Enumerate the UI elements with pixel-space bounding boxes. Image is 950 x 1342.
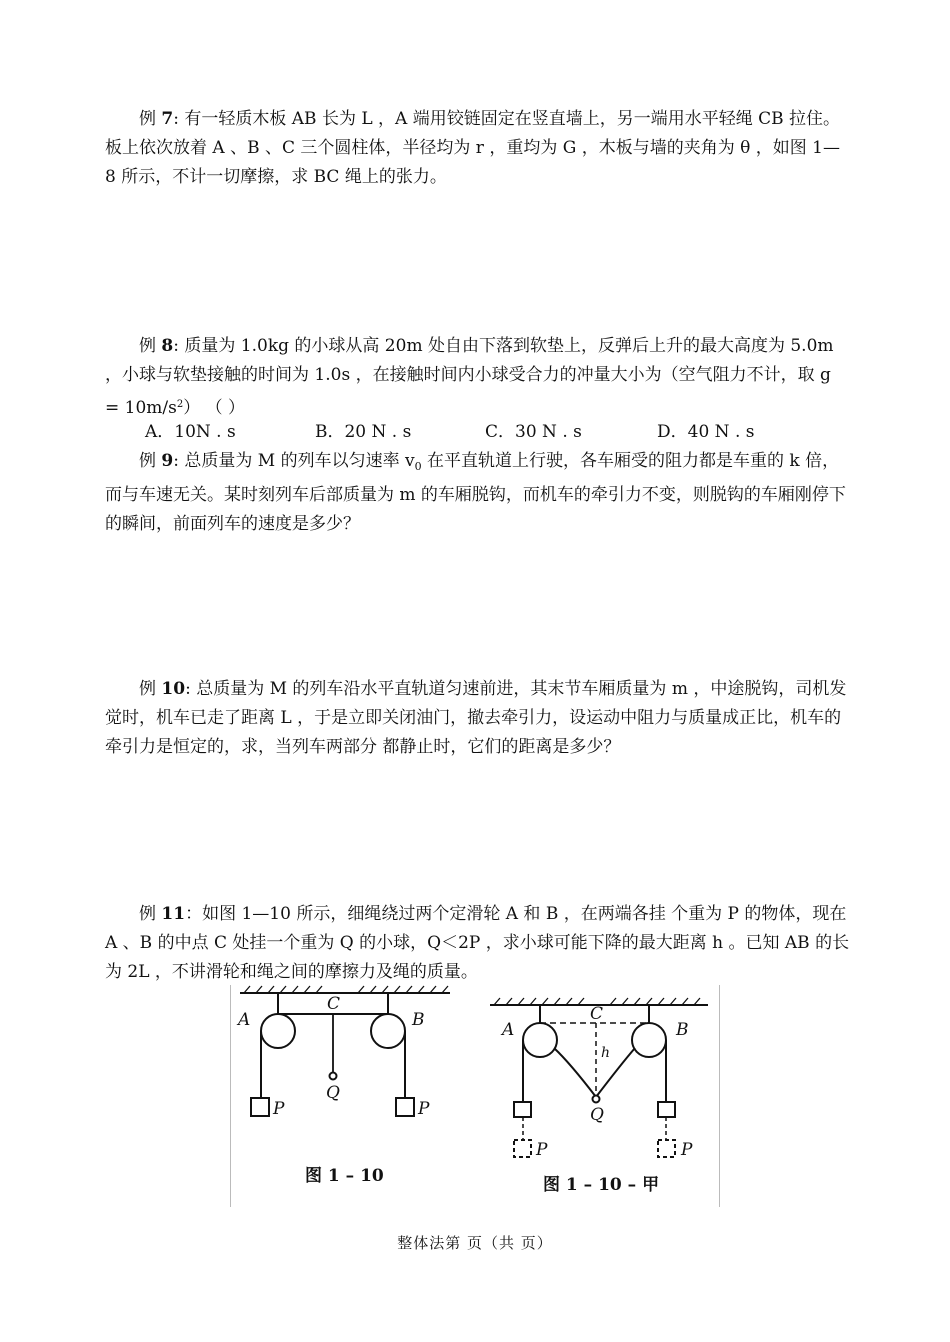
label-b: B bbox=[412, 1010, 425, 1030]
example-number: 11 bbox=[161, 904, 186, 924]
subscript: 0 bbox=[414, 460, 422, 473]
answer-blank: ） （ ） bbox=[183, 398, 246, 418]
superscript: 2 bbox=[176, 399, 184, 410]
weight-p-right-final bbox=[658, 1140, 675, 1157]
left-diagram bbox=[240, 986, 450, 1116]
example-label: 例 bbox=[139, 336, 162, 356]
label-c: C bbox=[590, 1004, 604, 1024]
example-11-text: ：如图 1—10 所示，细绳绕过两个定滑轮 A 和 B ，在两端各挂 个重为 P 的物体，现在 A 、B 的中点 C 处挂一个重为 Q 的小球，Q＜2P ，求小球可能下降的最大距离 h 。已知 AB 的长为 2L ，不讲滑轮和绳之间的摩擦力及绳的质量。 bbox=[105, 904, 850, 982]
example-number: 9 bbox=[161, 451, 174, 471]
example-10-text: : 总质量为 M 的列车沿水平直轨道匀速前进，其末节车厢质量为 m ，中途脱钩，司机发觉时，机车已走了距离 L ，于是立即关闭油门，撤去牵引力，设运动中阻力与质量成正比，机车的牵引力是恒定的，求，当列车两部分 都静止时，它们的距离是多少？ bbox=[105, 679, 847, 757]
weight-p-left-initial bbox=[514, 1102, 531, 1117]
example-number: 10 bbox=[161, 679, 186, 699]
pulley-diagram bbox=[230, 985, 720, 1207]
label-p-left: P bbox=[273, 1099, 285, 1119]
label-p-left: P bbox=[536, 1140, 548, 1160]
option-a: A．10N . s bbox=[145, 422, 236, 442]
label-b: B bbox=[676, 1020, 689, 1040]
example-number: 8 bbox=[161, 336, 174, 356]
example-label: 例 bbox=[139, 109, 162, 129]
label-h: h bbox=[601, 1045, 611, 1061]
right-caption: 图 1 – 10 – 甲 bbox=[543, 1175, 660, 1195]
ball-q bbox=[330, 1073, 337, 1080]
pulley-figure bbox=[230, 985, 720, 1207]
example-label: 例 bbox=[139, 904, 162, 924]
option-c: C．30 N . s bbox=[485, 422, 582, 442]
label-q: Q bbox=[590, 1105, 604, 1125]
rope-v bbox=[554, 1048, 635, 1097]
label-q: Q bbox=[326, 1083, 340, 1103]
label-p-right: P bbox=[681, 1140, 693, 1160]
example-9-text-cont: 在平直轨道上行驶，各车厢受的阻力都是车重的 k 倍，而与车速无关。某时刻列车后部质量为 m 的车厢脱钩，而机车的牵引力不变，则脱钩的车厢刚停下的瞬间，前面列车的速度是多少？ bbox=[105, 451, 846, 534]
option-b: B．20 N . s bbox=[315, 422, 412, 442]
example-number: 7 bbox=[161, 109, 174, 129]
pulley-a bbox=[261, 1014, 295, 1048]
example-8-text: : 质量为 1.0kg 的小球从高 20m 处自由下落到软垫上，反弹后上升的最大高度为 5.0m ，小球与软垫接触的时间为 1.0s ，在接触时间内小球受合力的冲量大小为（空气阻力不计，取 g = 10m/s bbox=[105, 336, 834, 418]
label-p-right: P bbox=[418, 1099, 430, 1119]
option-d: D．40 N . s bbox=[657, 422, 755, 442]
weight-p-left-final bbox=[514, 1140, 531, 1157]
page-footer: 整体法第 页（共 页） bbox=[397, 1234, 553, 1252]
ball-q bbox=[593, 1096, 600, 1103]
label-c: C bbox=[327, 994, 341, 1014]
example-7 bbox=[105, 105, 850, 192]
example-10 bbox=[105, 675, 850, 762]
ceiling-hatching bbox=[244, 986, 448, 993]
example-label: 例 bbox=[139, 451, 162, 471]
example-11 bbox=[105, 900, 850, 987]
pulley-b bbox=[371, 1014, 405, 1048]
pulley-b bbox=[632, 1023, 666, 1057]
example-9 bbox=[105, 447, 850, 539]
example-9-text: : 总质量为 M 的列车以匀速率 v bbox=[173, 451, 415, 471]
weight-p-right-initial bbox=[658, 1102, 675, 1117]
label-a: A bbox=[238, 1010, 251, 1030]
weight-p-left bbox=[251, 1098, 269, 1116]
example-8 bbox=[105, 332, 850, 423]
example-7-text: : 有一轻质木板 AB 长为 L ，A 端用铰链固定在竖直墙上，另一端用水平轻绳 CB 拉住。板上依次放着 A 、B 、C 三个圆柱体，半径均为 r ，重均为 G ，木板与墙的夹角为 θ ，如图 1—8 所示，不计一切摩擦，求 BC 绳上的张力。 bbox=[105, 109, 841, 187]
label-a: A bbox=[502, 1020, 515, 1040]
pulley-a bbox=[523, 1023, 557, 1057]
left-caption: 图 1 – 10 bbox=[305, 1166, 384, 1186]
weight-p-right bbox=[396, 1098, 414, 1116]
example-label: 例 bbox=[139, 679, 162, 699]
